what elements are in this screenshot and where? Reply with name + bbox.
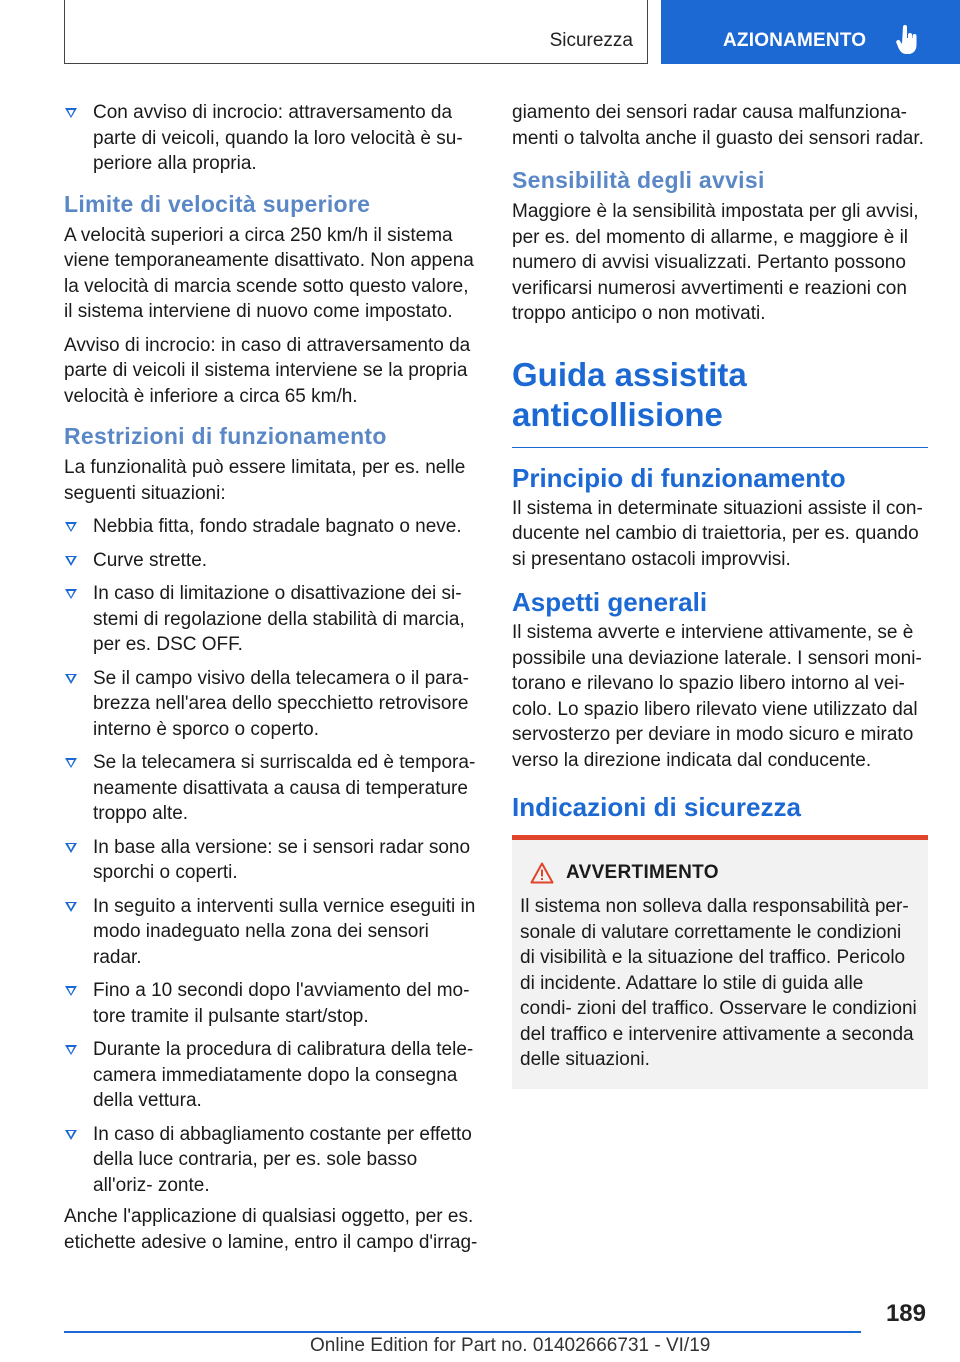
- bullet-triangle-icon: [65, 589, 77, 599]
- list-item: Con avviso di incrocio: attraversamento da parte di veicoli, quando la loro velocità è su- periore alla propria.: [64, 100, 480, 177]
- header-section-box: [64, 0, 648, 64]
- paragraph: Il sistema avverte e interviene attivamente, se è possibile una deviazione laterale. I sensori moni- torano e rilevano lo spazio libero intorno al vei- colo. Lo spazio libero rilevato viene utilizzato dal servosterzo per deviare in modo sicuro e mirato verso la direzione indicata dal conducente.: [512, 622, 922, 771]
- page-number: 189: [885, 1300, 926, 1327]
- hand-pointer-icon: [896, 24, 918, 56]
- right-column: [512, 100, 928, 1089]
- paragraph: Anche l'applicazione di qualsiasi oggetto, per es. etichette adesive o lamine, entro il campo d'irrag-: [64, 1206, 478, 1253]
- paragraph: Il sistema in determinate situazioni assiste il con- ducente nel cambio di traiettoria, per es. quando si presentano ostacoli improvvisi.: [512, 497, 923, 570]
- list-item: Se la telecamera si surriscalda ed è tempora- neamente disattivata a causa di temperature troppo alte.: [64, 750, 480, 827]
- list-item: Nebbia fitta, fondo stradale bagnato o neve.: [64, 514, 480, 540]
- list-item: Fino a 10 secondi dopo l'avviamento del mo- tore tramite il pulsante start/stop.: [64, 978, 480, 1029]
- bullet-triangle-icon: [65, 1130, 77, 1140]
- list-item: In caso di abbagliamento costante per effetto della luce contraria, per es. sole basso all'oriz- zonte.: [64, 1122, 480, 1199]
- warning-header: [520, 860, 920, 888]
- bullet-triangle-icon: [65, 758, 77, 768]
- list-item: Se il campo visivo della telecamera o il para- brezza nell'area dello specchietto retrovisore interno è sporco o coperto.: [64, 666, 480, 743]
- paragraph: giamento dei sensori radar causa malfunziona- menti o talvolta anche il guasto dei sensori radar.: [512, 102, 924, 149]
- bullet-triangle-icon: [65, 556, 77, 566]
- paragraph: A velocità superiori a circa 250 km/h il sistema viene temporaneamente disattivato. Non appena la velocità di marcia scende sotto questo valore, il sistema interviene di nuovo come impostato.: [64, 224, 474, 322]
- heading-speed-limit: Limite di velocità superiore: [64, 190, 371, 217]
- header-chapter-title: AZIONAMENTO: [723, 30, 867, 51]
- list-item: Curve strette.: [64, 548, 480, 574]
- heading-restrictions: Restrizioni di funzionamento: [64, 423, 387, 449]
- bullet-triangle-icon: [65, 674, 77, 684]
- paragraph: La funzionalità può essere limitata, per es. nelle seguenti situazioni:: [64, 457, 466, 504]
- bullet-triangle-icon: [65, 902, 77, 912]
- chapter-title: Guida assistita anticollisione: [512, 355, 928, 448]
- header-section-title: Sicurezza: [549, 30, 633, 51]
- bullet-triangle-icon: [65, 986, 77, 996]
- heading-sensitivity: Sensibilità degli avvisi: [512, 167, 765, 193]
- bullet-triangle-icon: [65, 1045, 77, 1055]
- heading-general: Aspetti generali: [512, 587, 708, 617]
- warning-box: [512, 835, 928, 1089]
- footer-edition: Online Edition for Part no. 01402666731 - VI/19: [310, 1335, 711, 1356]
- warning-text: Il sistema non solleva dalla responsabilità per- sonale di valutare correttamente le condizioni di visibilità e la situazione del traffico. Pericolo di incidente. Adattare lo stile di guida alle condi- zioni del traffico. Osservare le condizioni del traffico e intervenire attivamente a seconda delle situazioni.: [520, 896, 917, 1070]
- footer-divider: [64, 1331, 861, 1333]
- bullet-triangle-icon: [65, 843, 77, 853]
- warning-title: AVVERTIMENTO: [566, 862, 719, 883]
- header-chapter-tab: [661, 0, 960, 64]
- list-item: Durante la procedura di calibratura della tele- camera immediatamente dopo la consegna della vettura.: [64, 1037, 480, 1114]
- bullet-triangle-icon: [65, 522, 77, 532]
- bullet-triangle-icon: [65, 108, 77, 118]
- paragraph: Maggiore è la sensibilità impostata per gli avvisi, per es. del momento di allarme, e maggiore è il numero di avvisi visualizzati. Pertanto possono verificarsi numerosi avvertimenti e reazioni con troppo anticipo o non motivati.: [512, 201, 919, 324]
- list-item: In base alla versione: se i sensori radar sono sporchi o coperti.: [64, 835, 480, 886]
- warning-triangle-icon: [530, 862, 554, 884]
- intro-bullet-list: [64, 100, 480, 177]
- list-item: In seguito a interventi sulla vernice eseguiti in modo inadeguato nella zona dei sensori radar.: [64, 894, 480, 971]
- heading-principle: Principio di funzionamento: [512, 462, 846, 493]
- paragraph: Avviso di incrocio: in caso di attraversamento da parte di veicoli il sistema interviene se la propria velocità è inferiore a circa 65 km/h.: [64, 334, 471, 407]
- list-item: In caso di limitazione o disattivazione dei si- stemi di regolazione della stabilità di marcia, per es. DSC OFF.: [64, 581, 480, 658]
- heading-safety: Indicazioni di sicurezza: [512, 792, 801, 822]
- restrictions-list: [64, 514, 480, 1198]
- left-column: [64, 100, 480, 1263]
